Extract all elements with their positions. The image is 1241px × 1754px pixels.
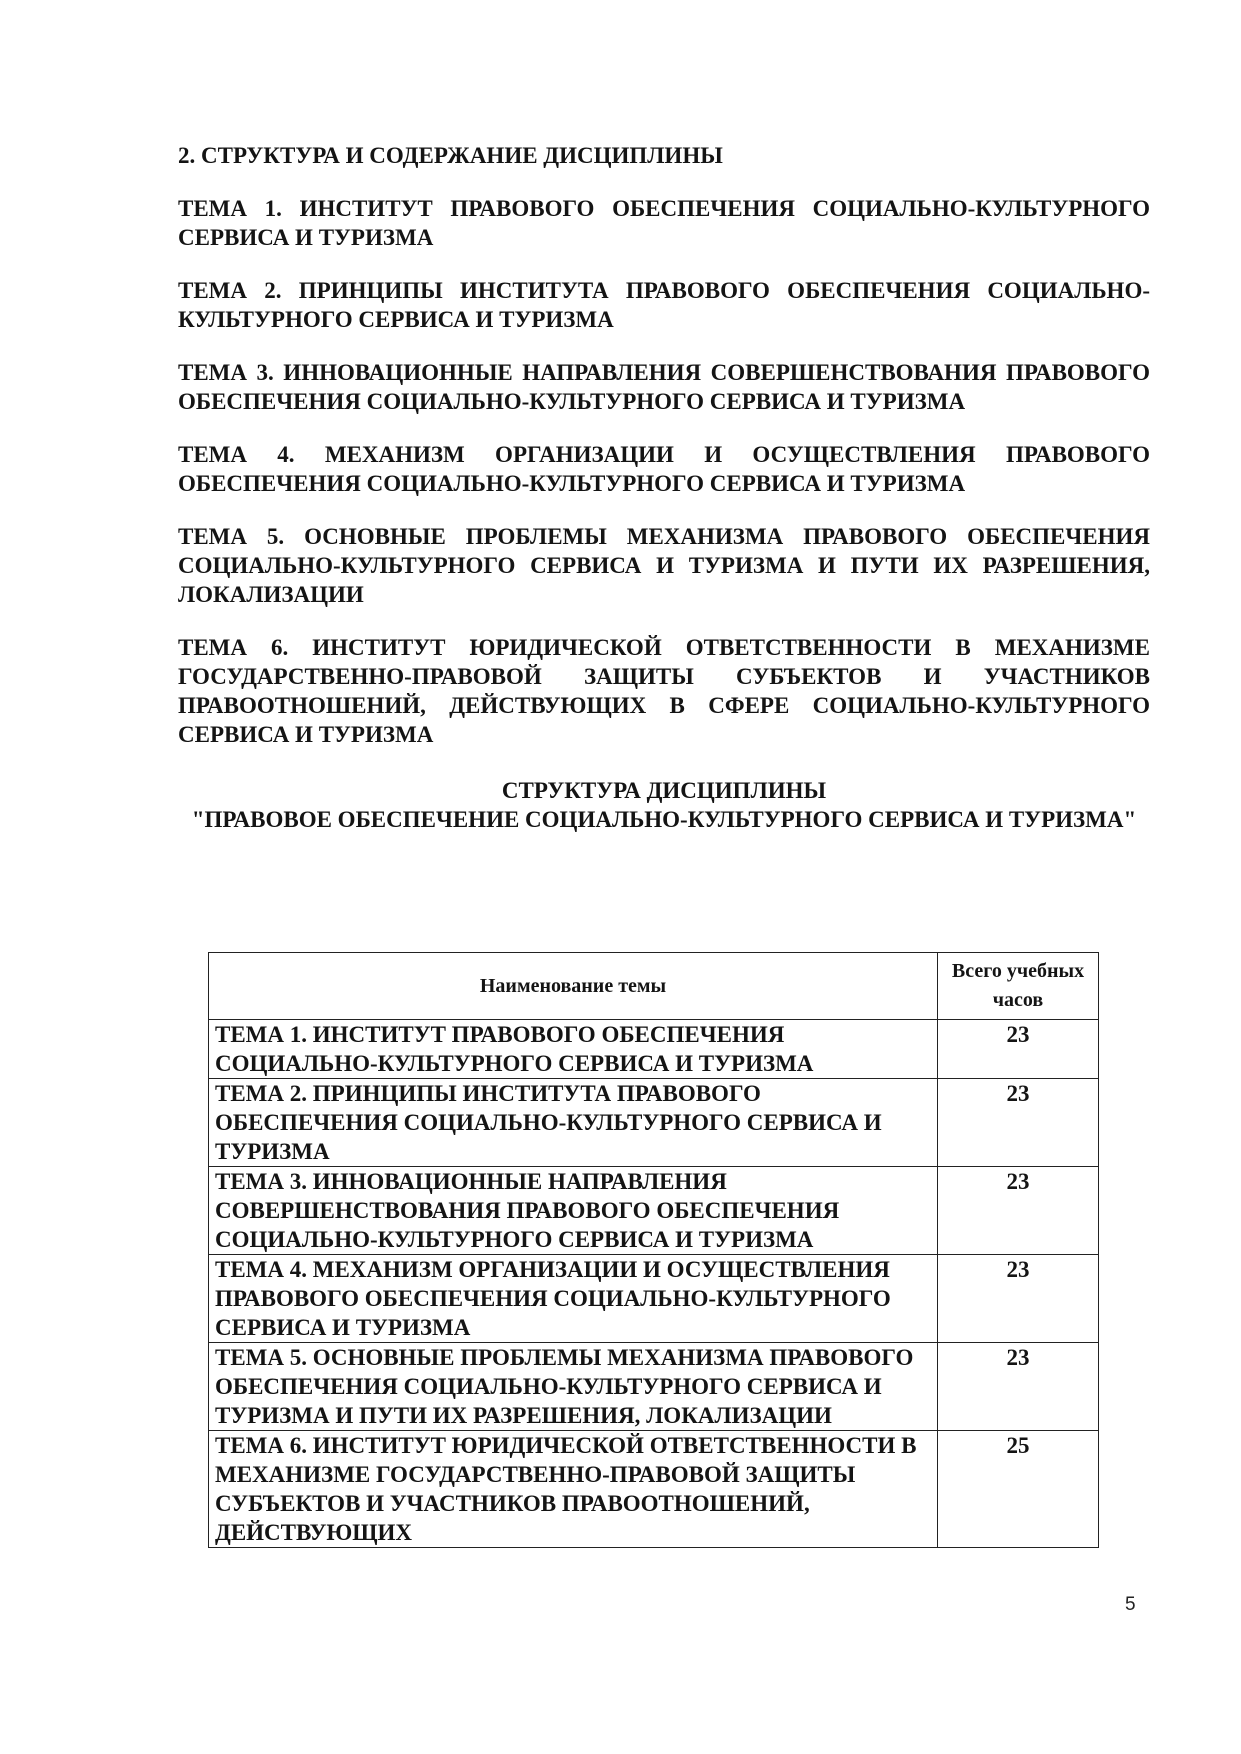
table-row xyxy=(209,1079,1099,1167)
row-hours: 23 xyxy=(938,1343,1099,1431)
topic-4: ТЕМА 4. МЕХАНИЗМ ОРГАНИЗАЦИИ И ОСУЩЕСТВЛЕНИЯ ПРАВОВОГО ОБЕСПЕЧЕНИЯ СОЦИАЛЬНО-КУЛЬТУРНОГО СЕРВИСА И ТУРИЗМА xyxy=(178,442,1150,496)
topic-6: ТЕМА 6. ИНСТИТУТ ЮРИДИЧЕСКОЙ ОТВЕТСТВЕННОСТИ В МЕХАНИЗМЕ ГОСУДАРСТВЕННО-ПРАВОВОЙ ЗАЩИТЫ СУБЪЕКТОВ И УЧАСТНИКОВ ПРАВООТНОШЕНИЙ, ДЕЙСТВУЮЩИХ В СФЕРЕ СОЦИАЛЬНО-КУЛЬТУРНОГО СЕРВИСА И ТУРИЗМА xyxy=(178,635,1150,747)
table-row xyxy=(209,1431,1099,1548)
row-hours: 25 xyxy=(938,1431,1099,1548)
content-area xyxy=(178,141,1150,834)
topic-2: ТЕМА 2. ПРИНЦИПЫ ИНСТИТУТА ПРАВОВОГО ОБЕСПЕЧЕНИЯ СОЦИАЛЬНО-КУЛЬТУРНОГО СЕРВИСА И ТУРИЗМА xyxy=(178,278,1150,332)
header-topic-name: Наименование темы xyxy=(209,953,938,1020)
row-hours: 23 xyxy=(938,1167,1099,1255)
row-hours: 23 xyxy=(938,1079,1099,1167)
row-topic-name: ТЕМА 2. ПРИНЦИПЫ ИНСТИТУТА ПРАВОВОГО ОБЕСПЕЧЕНИЯ СОЦИАЛЬНО-КУЛЬТУРНОГО СЕРВИСА И ТУРИЗМА xyxy=(209,1079,938,1167)
row-topic-name: ТЕМА 5. ОСНОВНЫЕ ПРОБЛЕМЫ МЕХАНИЗМА ПРАВОВОГО ОБЕСПЕЧЕНИЯ СОЦИАЛЬНО-КУЛЬТУРНОГО СЕРВИСА И ТУРИЗМА И ПУТИ ИХ РАЗРЕШЕНИЯ, ЛОКАЛИЗАЦИИ xyxy=(209,1343,938,1431)
table-row xyxy=(209,1343,1099,1431)
row-hours: 23 xyxy=(938,1020,1099,1079)
row-topic-name: ТЕМА 1. ИНСТИТУТ ПРАВОВОГО ОБЕСПЕЧЕНИЯ СОЦИАЛЬНО-КУЛЬТУРНОГО СЕРВИСА И ТУРИЗМА xyxy=(209,1020,938,1079)
row-hours: 23 xyxy=(938,1255,1099,1343)
row-topic-name: ТЕМА 6. ИНСТИТУТ ЮРИДИЧЕСКОЙ ОТВЕТСТВЕННОСТИ В МЕХАНИЗМЕ ГОСУДАРСТВЕННО-ПРАВОВОЙ ЗАЩИТЫ СУБЪЕКТОВ И УЧАСТНИКОВ ПРАВООТНОШЕНИЙ, ДЕЙСТВУЮЩИХ xyxy=(209,1431,938,1548)
row-topic-name: ТЕМА 4. МЕХАНИЗМ ОРГАНИЗАЦИИ И ОСУЩЕСТВЛЕНИЯ ПРАВОВОГО ОБЕСПЕЧЕНИЯ СОЦИАЛЬНО-КУЛЬТУРНОГО СЕРВИСА И ТУРИЗМА xyxy=(209,1255,938,1343)
page-number: 5 xyxy=(1125,1594,1136,1615)
table-row xyxy=(209,1020,1099,1079)
structure-title: СТРУКТУРА ДИСЦИПЛИНЫ xyxy=(501,778,827,803)
table-header-row xyxy=(209,953,1099,1020)
topic-3: ТЕМА 3. ИННОВАЦИОННЫЕ НАПРАВЛЕНИЯ СОВЕРШЕНСТВОВАНИЯ ПРАВОВОГО ОБЕСПЕЧЕНИЯ СОЦИАЛЬНО-КУЛЬТУРНОГО СЕРВИСА И ТУРИЗМА xyxy=(178,360,1150,414)
header-total-hours: Всего учебных часов xyxy=(938,953,1099,1020)
topic-1: ТЕМА 1. ИНСТИТУТ ПРАВОВОГО ОБЕСПЕЧЕНИЯ СОЦИАЛЬНО-КУЛЬТУРНОГО СЕРВИСА И ТУРИЗМА xyxy=(178,196,1150,250)
topic-5: ТЕМА 5. ОСНОВНЫЕ ПРОБЛЕМЫ МЕХАНИЗМА ПРАВОВОГО ОБЕСПЕЧЕНИЯ СОЦИАЛЬНО-КУЛЬТУРНОГО СЕРВИСА И ТУРИЗМА И ПУТИ ИХ РАЗРЕШЕНИЯ, ЛОКАЛИЗАЦИИ xyxy=(178,524,1150,607)
table-row xyxy=(209,1255,1099,1343)
discipline-structure-table xyxy=(208,952,1099,1548)
row-topic-name: ТЕМА 3. ИННОВАЦИОННЫЕ НАПРАВЛЕНИЯ СОВЕРШЕНСТВОВАНИЯ ПРАВОВОГО ОБЕСПЕЧЕНИЯ СОЦИАЛЬНО-КУЛЬТУРНОГО СЕРВИСА И ТУРИЗМА xyxy=(209,1167,938,1255)
section-heading: 2. СТРУКТУРА И СОДЕРЖАНИЕ ДИСЦИПЛИНЫ xyxy=(178,143,723,168)
structure-subtitle: "ПРАВОВОЕ ОБЕСПЕЧЕНИЕ СОЦИАЛЬНО-КУЛЬТУРНОГО СЕРВИСА И ТУРИЗМА" xyxy=(191,807,1137,832)
table-row xyxy=(209,1167,1099,1255)
